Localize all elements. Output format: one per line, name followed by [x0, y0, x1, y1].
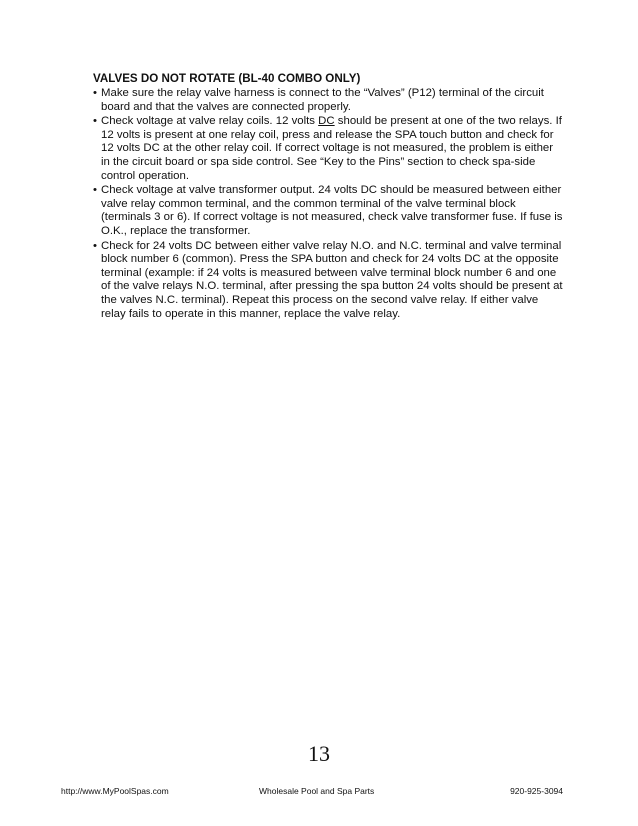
list-item: [93, 87, 563, 114]
troubleshooting-section: [93, 71, 563, 322]
section-title: VALVES DO NOT ROTATE (BL-40 COMBO ONLY): [93, 72, 361, 85]
footer-phone: 920-925-3094: [510, 786, 563, 796]
list-item: [93, 115, 563, 183]
underlined-term: DC: [318, 115, 335, 128]
bullet-icon: •: [93, 184, 97, 197]
list-item-text: Make sure the relay valve harness is connect to the “Valves” (P12) terminal of the circuit board and that the valves are connected properly.: [101, 87, 544, 113]
list-item-text: Check voltage at valve transformer output. 24 volts DC should be measured between either valve relay common terminal, and the common terminal of the valve terminal block (terminals 3 or 6). If correct voltage is not measured, check valve transformer fuse. If fuse is O.K., replace the transformer.: [101, 184, 563, 237]
footer-company: Wholesale Pool and Spa Parts: [259, 786, 375, 796]
page-footer: [61, 785, 563, 797]
bullet-list: [93, 87, 563, 321]
list-item: [93, 240, 563, 322]
list-item-text-end: should be present at one of the two relays. If 12 volts is present at one relay coil, press and release the SPA touch button and check for 12 volts DC at the other relay coil. If correct voltage is not measured, the problem is either in the circuit board or spa side control. See “Key to the Pins” section to check spa-side control operation.: [101, 115, 562, 182]
page-number: 13: [308, 741, 330, 766]
list-item-text-start: Check voltage at valve relay coils. 12 volts: [101, 115, 319, 128]
footer-url-link[interactable]: http://www.MyPoolSpas.com: [61, 786, 169, 796]
list-item: [93, 184, 563, 238]
list-item-text: Check for 24 volts DC between either valve relay N.O. and N.C. terminal and valve terminal block number 6 (common). Press the SPA button and check for 24 volts DC at the opposite terminal (example: if 24 volts is measured between valve terminal block number 6 and one of the valve relays N.O. terminal, after pressing the spa button 24 volts should be present at the valves N.C. terminal). Repeat this process on the second valve relay. If either valve relay fails to operate in this manner, replace the valve relay.: [101, 239, 563, 320]
bullet-icon: •: [93, 87, 97, 99]
bullet-icon: •: [93, 115, 97, 128]
bullet-icon: •: [93, 239, 97, 252]
